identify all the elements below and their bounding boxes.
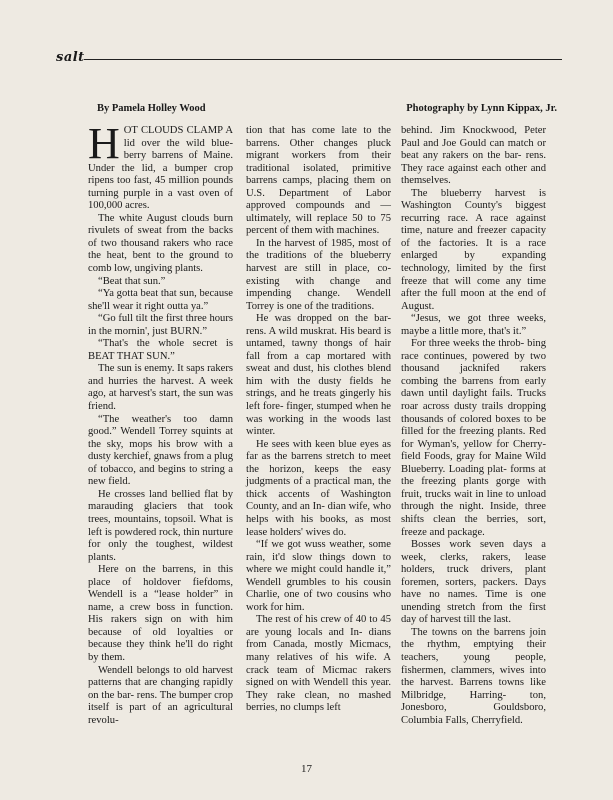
article-column-3	[401, 125, 546, 727]
article-paragraph: “The weather's too damn good.” Wendell Torrey squints at the sky, mops his brow with a dusty kerchief, gnaws from a plug of tobacco, and begins to string a new field.	[88, 413, 233, 488]
drop-cap: H	[88, 119, 120, 168]
article-paragraph: “Ya gotta beat that sun, because she'll wear it right outta ya.”	[88, 288, 233, 312]
article-paragraph: The blueberry harvest is Washington County's biggest recurring race. A race against time, nature and freezer capacity of the factories. It is a race enlarged by expanding technology, limited by the first freeze that will come any time after the full moon at the end of August.	[401, 187, 546, 312]
article-paragraph: Here on the barrens, in this place of holdover fiefdoms, Wendell is a “lease holder” in name, a crew boss in function. His rakers sign on with him because of old loyalties or because they think he'll do right by them.	[88, 564, 233, 663]
article-paragraph: behind. Jim Knockwood, Peter Paul and Joe Gould can match or beat any rakers on the bar- rens. They race against each other and themselves.	[401, 125, 546, 187]
article-paragraph: “Beat that sun.”	[98, 275, 166, 287]
article-paragraph: He was dropped on the bar- rens. A wild muskrat. His beard is untamed, tawny thongs of hair fall from a cap mortared with sweat and dust, his clothes blend him with the dusty fields he strings, and he treats gingerly his left fore- finger, stumped when he was working in the woods last winter.	[246, 313, 391, 438]
article-paragraph: “If we got wuss weather, some rain, it'd slow things down to where we might could handle it,” Wendell grumbles to his cousin Charlie, one of two cousins who work for him.	[246, 539, 391, 613]
article-paragraph: HOT CLOUDS CLAMP A lid over the wild blue- berry barrens of Maine. Under the lid, a bumper crop ripens too fast, 45 million pounds turning purple in a vast oven of 100,000 acres.	[88, 119, 233, 212]
article-paragraph: “Jesus, we got three weeks, maybe a little more, that's it.”	[401, 313, 546, 337]
article-column-1	[88, 119, 233, 727]
article-paragraph: He sees with keen blue eyes as far as the barrens stretch to meet the horizon, keeps the easy judgments of a practical man, the thick accents of Washington County, and an In- dian wife, who helps with his books, as most lease holders' wives do.	[246, 438, 391, 538]
author-byline: By Pamela Holley Wood	[97, 103, 206, 114]
article-paragraph: Bosses work seven days a week, clerks, rakers, lease holders, truck drivers, plant foremen, sorters, packers. Days have no names. Time is one unending stretch from the first day of harvest till the last.	[401, 539, 546, 626]
article-paragraph: In the harvest of 1985, most of the traditions of the blueberry harvest are still in place, co-existing with change and impending change. Wendell Torrey is one of the traditions.	[246, 237, 391, 312]
article-paragraph: The white August clouds burn rivulets of sweat from the backs of two thousand rakers who race the heat, bent to the ground to comb low, ungiving plants.	[88, 212, 233, 275]
article-paragraph: The towns on the barrens join the rhythm, emptying their teachers, young people, fishermen, clammers, wives into the harvest. Barrens towns like Milbridge, Harring- ton, Jonesboro, Gouldsboro, Columbia Falls, Cherryfield.	[401, 626, 546, 726]
article-paragraph: “That's the whole secret is BEAT THAT SUN.”	[88, 338, 233, 362]
article-column-2	[246, 125, 391, 715]
article-paragraph: The rest of his crew of 40 to 45 are young locals and In- dians from Canada, mostly Micmacs, many relatives of his wife. A crack team of Micmac rakers signed on with Wendell this year. They rake clean, no mashed berries, no clumps left	[246, 614, 391, 714]
article-paragraph: The sun is enemy. It saps rakers and hurries the harvest. A week ago, at harvest's start, the sun was friend.	[88, 363, 233, 413]
article-paragraph: He crosses land bellied flat by marauding glaciers that took trees, mountains, topsoil. What is left is powdered rock, thin nurture for only the toughest, wildest plants.	[88, 488, 233, 563]
page-number: 17	[301, 763, 312, 775]
article-paragraph: tion that has come late to the barrens. Other changes pluck migrant workers from their traditional isolated, primitive barrens camps, placing them on U.S. Department of Labor approved compounds and — ultimately, will replace 50 to 75 percent of them with machines.	[246, 125, 391, 237]
photographer-byline: Photography by Lynn Kippax, Jr.	[406, 103, 557, 114]
article-paragraph: “Go full tilt the first three hours in the mornin', just BURN.”	[88, 313, 233, 337]
article-paragraph: For three weeks the throb- bing race continues, powered by two thousand jacknifed rakers combing the barrens from early dawn until daylight fails. Trucks roar across dusty trails dropping thousands of colored boxes to be filled for the freezing plants. Red for Wyman's, yellow for Cherry- field Foods, gray for Maine Wild Blueberry. Loading plat- forms at the freezing plants gorge with fruit, trucks wait in line to unload through the night. Inside, three shifts clean the berries, sort, freeze and package.	[401, 338, 546, 538]
header-rule	[84, 59, 562, 60]
article-paragraph: Wendell belongs to old harvest patterns that are changing rapidly on the bar- rens. The bumper crop itself is part of an agricultural revolu-	[88, 664, 233, 726]
magazine-brand: salt	[56, 50, 85, 65]
